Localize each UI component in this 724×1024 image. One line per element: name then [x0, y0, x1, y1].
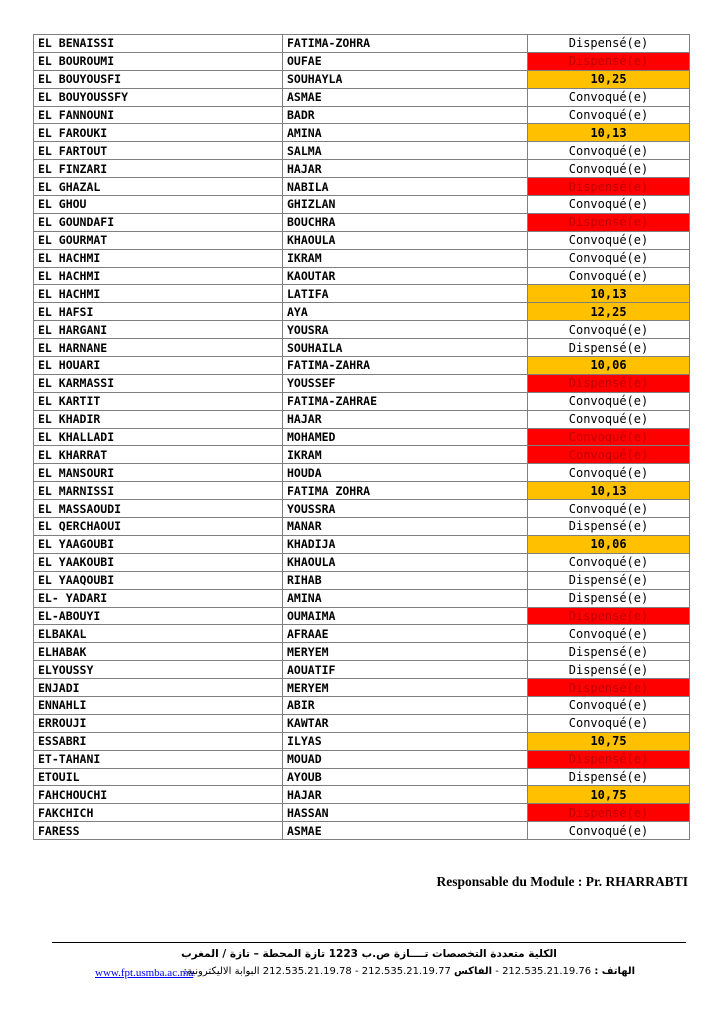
first-name-cell: MOHAMED	[283, 428, 528, 446]
table-row	[34, 750, 690, 768]
last-name-cell: EL HACHMI	[34, 267, 283, 285]
table-row	[34, 410, 690, 428]
first-name-cell: MANAR	[283, 518, 528, 536]
status-cell: 10,13	[528, 124, 690, 142]
last-name-cell: EL HACHMI	[34, 249, 283, 267]
last-name-cell: ET-TAHANI	[34, 750, 283, 768]
phone-number: 212.535.21.19.76	[502, 966, 592, 977]
first-name-cell: BOUCHRA	[283, 213, 528, 231]
table-row	[34, 696, 690, 714]
status-cell: Dispensé(e)	[528, 643, 690, 661]
status-cell: Convoqué(e)	[528, 696, 690, 714]
first-name-cell: KHAOULA	[283, 553, 528, 571]
phone-label: الهاتف :	[594, 966, 635, 977]
table-row	[34, 804, 690, 822]
status-cell: Convoqué(e)	[528, 428, 690, 446]
last-name-cell: ETOUIL	[34, 768, 283, 786]
table-row	[34, 303, 690, 321]
status-cell: Dispensé(e)	[528, 607, 690, 625]
first-name-cell: FATIMA-ZAHRA	[283, 357, 528, 375]
last-name-cell: EL KARTIT	[34, 392, 283, 410]
first-name-cell: HAJAR	[283, 786, 528, 804]
first-name-cell: FATIMA-ZOHRA	[283, 35, 528, 53]
first-name-cell: HAJAR	[283, 410, 528, 428]
table-row	[34, 518, 690, 536]
last-name-cell: ERROUJI	[34, 714, 283, 732]
last-name-cell: ENJADI	[34, 679, 283, 697]
status-cell: Dispensé(e)	[528, 679, 690, 697]
table-row	[34, 249, 690, 267]
table-row	[34, 52, 690, 70]
first-name-cell: IKRAM	[283, 446, 528, 464]
first-name-cell: NABILA	[283, 178, 528, 196]
table-row	[34, 446, 690, 464]
last-name-cell: EL YAAQOUBI	[34, 571, 283, 589]
status-cell: Convoqué(e)	[528, 249, 690, 267]
table-row	[34, 714, 690, 732]
status-cell: Convoqué(e)	[528, 714, 690, 732]
module-responsible: Responsable du Module : Pr. RHARRABTI	[436, 874, 688, 889]
first-name-cell: AOUATIF	[283, 661, 528, 679]
first-name-cell: MOUAD	[283, 750, 528, 768]
status-cell: Convoqué(e)	[528, 464, 690, 482]
first-name-cell: FATIMA ZOHRA	[283, 482, 528, 500]
status-cell: Dispensé(e)	[528, 750, 690, 768]
table-row	[34, 88, 690, 106]
status-cell: Dispensé(e)	[528, 339, 690, 357]
table-row	[34, 464, 690, 482]
table-row	[34, 679, 690, 697]
first-name-cell: AMINA	[283, 589, 528, 607]
last-name-cell: EL KHARRAT	[34, 446, 283, 464]
table-row	[34, 589, 690, 607]
last-name-cell: EL BENAISSI	[34, 35, 283, 53]
status-cell: 10,06	[528, 535, 690, 553]
last-name-cell: EL FARTOUT	[34, 142, 283, 160]
status-cell: Convoqué(e)	[528, 106, 690, 124]
table-row	[34, 482, 690, 500]
footer-contact: الهاتف : 212.535.21.19.76 - الفاكس 212.535.21.19.77 - 212.535.21.19.78 البوابة الاليكترونية:	[183, 966, 635, 977]
last-name-cell: EL FAROUKI	[34, 124, 283, 142]
table-row	[34, 321, 690, 339]
table-row	[34, 768, 690, 786]
table-row	[34, 732, 690, 750]
first-name-cell: SOUHAYLA	[283, 70, 528, 88]
table-row	[34, 571, 690, 589]
last-name-cell: FAKCHICH	[34, 804, 283, 822]
fax-label: الفاكس	[454, 966, 493, 977]
last-name-cell: EL MARNISSI	[34, 482, 283, 500]
table-row	[34, 553, 690, 571]
status-cell: Dispensé(e)	[528, 768, 690, 786]
footer-divider	[52, 942, 686, 943]
table-row	[34, 124, 690, 142]
first-name-cell: ASMAE	[283, 822, 528, 840]
website-link[interactable]: www.fpt.usmba.ac.ma	[95, 967, 194, 979]
last-name-cell: EL GHOU	[34, 196, 283, 214]
table-row	[34, 178, 690, 196]
status-cell: Convoqué(e)	[528, 196, 690, 214]
first-name-cell: AYA	[283, 303, 528, 321]
table-row	[34, 213, 690, 231]
first-name-cell: OUMAIMA	[283, 607, 528, 625]
last-name-cell: ELYOUSSY	[34, 661, 283, 679]
table-row	[34, 392, 690, 410]
first-name-cell: YOUSSRA	[283, 500, 528, 518]
status-cell: 10,75	[528, 786, 690, 804]
last-name-cell: FAHCHOUCHI	[34, 786, 283, 804]
status-cell: Dispensé(e)	[528, 52, 690, 70]
first-name-cell: HAJAR	[283, 160, 528, 178]
last-name-cell: EL KARMASSI	[34, 374, 283, 392]
status-cell: 10,75	[528, 732, 690, 750]
first-name-cell: FATIMA-ZAHRAE	[283, 392, 528, 410]
last-name-cell: EL BOUYOUSSFY	[34, 88, 283, 106]
table-row	[34, 661, 690, 679]
status-cell: 10,06	[528, 357, 690, 375]
status-cell: Convoqué(e)	[528, 500, 690, 518]
first-name-cell: KHADIJA	[283, 535, 528, 553]
first-name-cell: KHAOULA	[283, 231, 528, 249]
last-name-cell: FARESS	[34, 822, 283, 840]
fax-number: 212.535.21.19.77 - 212.535.21.19.78	[262, 966, 451, 977]
last-name-cell: EL GOURMAT	[34, 231, 283, 249]
status-cell: Convoqué(e)	[528, 410, 690, 428]
first-name-cell: YOUSRA	[283, 321, 528, 339]
status-cell: Convoqué(e)	[528, 160, 690, 178]
first-name-cell: IKRAM	[283, 249, 528, 267]
status-cell: 10,13	[528, 482, 690, 500]
status-cell: 10,25	[528, 70, 690, 88]
first-name-cell: SALMA	[283, 142, 528, 160]
last-name-cell: EL GHAZAL	[34, 178, 283, 196]
status-cell: Convoqué(e)	[528, 625, 690, 643]
table-row	[34, 231, 690, 249]
status-cell: Convoqué(e)	[528, 88, 690, 106]
first-name-cell: YOUSSEF	[283, 374, 528, 392]
first-name-cell: ASMAE	[283, 88, 528, 106]
table-row	[34, 822, 690, 840]
status-cell: Dispensé(e)	[528, 804, 690, 822]
last-name-cell: EL BOUROUMI	[34, 52, 283, 70]
first-name-cell: BADR	[283, 106, 528, 124]
last-name-cell: EL HARNANE	[34, 339, 283, 357]
table-row	[34, 374, 690, 392]
status-cell: Convoqué(e)	[528, 231, 690, 249]
first-name-cell: HOUDA	[283, 464, 528, 482]
status-cell: Dispensé(e)	[528, 374, 690, 392]
first-name-cell: AFRAAE	[283, 625, 528, 643]
table-row	[34, 267, 690, 285]
first-name-cell: MERYEM	[283, 679, 528, 697]
last-name-cell: EL BOUYOUSFI	[34, 70, 283, 88]
first-name-cell: SOUHAILA	[283, 339, 528, 357]
last-name-cell: EL KHALLADI	[34, 428, 283, 446]
table-row	[34, 786, 690, 804]
last-name-cell: ELHABAK	[34, 643, 283, 661]
last-name-cell: EL HOUARI	[34, 357, 283, 375]
students-table-body	[34, 35, 690, 840]
status-cell: Dispensé(e)	[528, 213, 690, 231]
portal-label: البوابة الاليكترونية:	[183, 966, 260, 977]
status-cell: Dispensé(e)	[528, 589, 690, 607]
status-cell: Convoqué(e)	[528, 446, 690, 464]
table-row	[34, 35, 690, 53]
status-cell: Convoqué(e)	[528, 553, 690, 571]
table-row	[34, 160, 690, 178]
status-cell: 10,13	[528, 285, 690, 303]
first-name-cell: OUFAE	[283, 52, 528, 70]
status-cell: Dispensé(e)	[528, 571, 690, 589]
status-cell: Convoqué(e)	[528, 142, 690, 160]
last-name-cell: EL GOUNDAFI	[34, 213, 283, 231]
table-row	[34, 535, 690, 553]
first-name-cell: KAOUTAR	[283, 267, 528, 285]
first-name-cell: HASSAN	[283, 804, 528, 822]
last-name-cell: EL- YADARI	[34, 589, 283, 607]
first-name-cell: MERYEM	[283, 643, 528, 661]
status-cell: Dispensé(e)	[528, 518, 690, 536]
status-cell: Dispensé(e)	[528, 35, 690, 53]
table-row	[34, 70, 690, 88]
first-name-cell: AMINA	[283, 124, 528, 142]
status-cell: 12,25	[528, 303, 690, 321]
status-cell: Convoqué(e)	[528, 392, 690, 410]
students-table	[33, 34, 690, 840]
last-name-cell: EL MANSOURI	[34, 464, 283, 482]
last-name-cell: ENNAHLI	[34, 696, 283, 714]
first-name-cell: ABIR	[283, 696, 528, 714]
last-name-cell: EL KHADIR	[34, 410, 283, 428]
last-name-cell: EL HACHMI	[34, 285, 283, 303]
status-cell: Dispensé(e)	[528, 661, 690, 679]
first-name-cell: ILYAS	[283, 732, 528, 750]
table-row	[34, 196, 690, 214]
status-cell: Convoqué(e)	[528, 822, 690, 840]
last-name-cell: EL MASSAOUDI	[34, 500, 283, 518]
table-row	[34, 142, 690, 160]
table-row	[34, 285, 690, 303]
table-row	[34, 607, 690, 625]
status-cell: Convoqué(e)	[528, 267, 690, 285]
last-name-cell: EL YAAGOUBI	[34, 535, 283, 553]
last-name-cell: EL YAAKOUBI	[34, 553, 283, 571]
table-row	[34, 106, 690, 124]
table-row	[34, 428, 690, 446]
table-row	[34, 643, 690, 661]
table-row	[34, 500, 690, 518]
last-name-cell: EL FINZARI	[34, 160, 283, 178]
last-name-cell: EL-ABOUYI	[34, 607, 283, 625]
first-name-cell: RIHAB	[283, 571, 528, 589]
table-row	[34, 339, 690, 357]
first-name-cell: GHIZLAN	[283, 196, 528, 214]
first-name-cell: LATIFA	[283, 285, 528, 303]
last-name-cell: EL QERCHAOUI	[34, 518, 283, 536]
footer-address: الكلية متعددة التخصصات تــــازة ص.ب 1223 تازة المحطة – تازة / المغرب	[181, 948, 557, 960]
status-cell: Convoqué(e)	[528, 321, 690, 339]
table-row	[34, 357, 690, 375]
status-cell: Dispensé(e)	[528, 178, 690, 196]
table-row	[34, 625, 690, 643]
last-name-cell: EL FANNOUNI	[34, 106, 283, 124]
last-name-cell: EL HARGANI	[34, 321, 283, 339]
last-name-cell: ELBAKAL	[34, 625, 283, 643]
last-name-cell: EL HAFSI	[34, 303, 283, 321]
last-name-cell: ESSABRI	[34, 732, 283, 750]
first-name-cell: KAWTAR	[283, 714, 528, 732]
first-name-cell: AYOUB	[283, 768, 528, 786]
